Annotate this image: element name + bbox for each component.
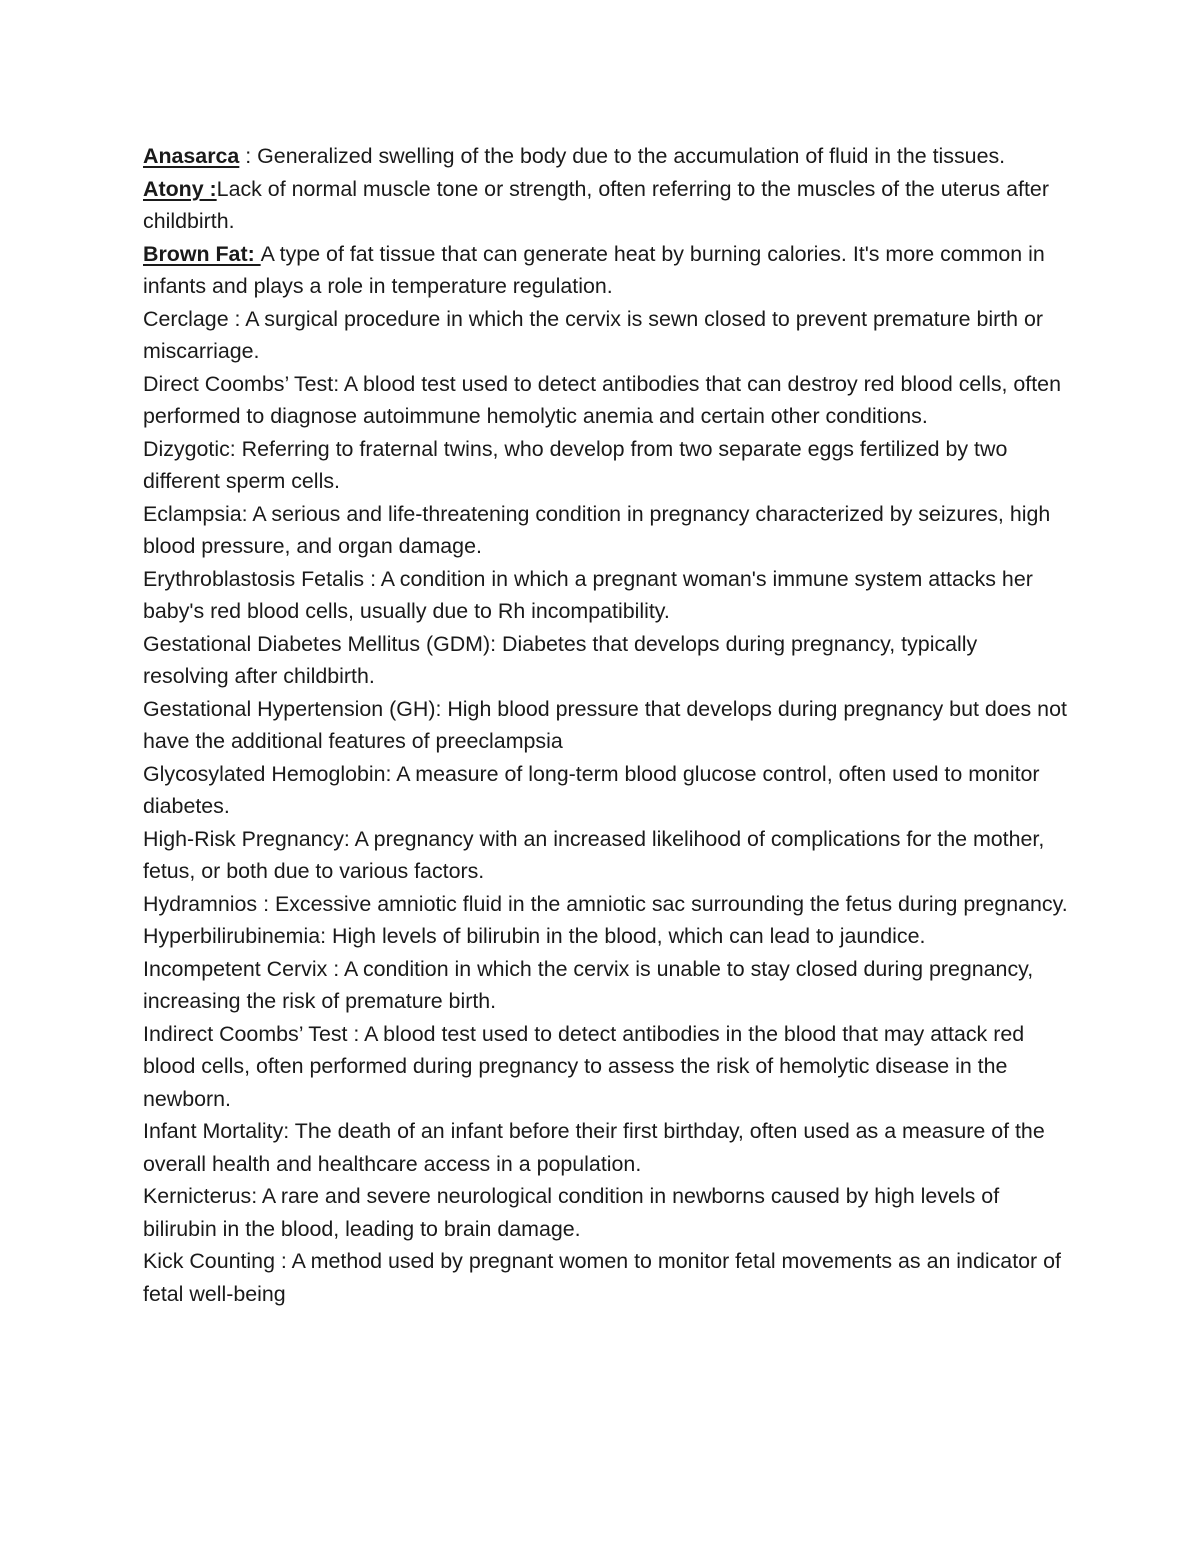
term-separator: : (385, 761, 397, 786)
term-separator: : (228, 306, 246, 331)
glossary-term: Atony : (143, 176, 217, 201)
glossary-entry (143, 628, 1068, 693)
glossary-entry (143, 140, 1068, 173)
glossary-definition: Excessive amniotic fluid in the amniotic sac surrounding the fetus during pregnancy. (274, 891, 1068, 916)
glossary-entry (143, 693, 1068, 758)
glossary-entry (143, 238, 1068, 303)
term-separator: : (327, 956, 344, 981)
glossary-entry (143, 563, 1068, 628)
glossary-term: Glycosylated Hemoglobin (143, 761, 386, 786)
glossary-entry (143, 920, 1068, 953)
term-separator: : (251, 1184, 262, 1208)
glossary-term: Hydramnios (143, 891, 258, 916)
glossary-definition: A method used by pregnant women to monitor fetal movements as an indicator of fetal well-being (143, 1249, 1061, 1306)
glossary-entry (143, 498, 1068, 563)
glossary-entry (143, 1180, 1068, 1245)
glossary-entry (143, 758, 1068, 823)
glossary-definition: A type of fat tissue that can generate heat by burning calories. It's more common in infants and plays a role in temperature regulation. (143, 241, 1045, 298)
term-separator: : (435, 696, 448, 721)
glossary-term: Kick Counting (143, 1249, 275, 1273)
glossary-definition: A measure of long-term blood glucose control, often used to monitor diabetes. (143, 761, 1040, 818)
term-separator: : (333, 371, 344, 396)
term-separator: : (257, 891, 275, 916)
glossary-term: Infant Mortality (143, 1119, 284, 1143)
glossary-definition: A rare and severe neurological condition in newborns caused by high levels of bilirubin in the blood, leading to brain damage. (143, 1184, 1000, 1241)
glossary-entry (143, 303, 1068, 368)
glossary-term: Erythroblastosis Fetalis (143, 566, 365, 591)
glossary-definition: High levels of bilirubin in the blood, which can lead to jaundice. (332, 924, 926, 948)
glossary-entry (143, 823, 1068, 888)
glossary-term: Gestational Diabetes Mellitus (GDM) (143, 631, 491, 656)
glossary-term: Indirect Coombs’ Test (143, 1021, 348, 1046)
glossary-term: High-Risk Pregnancy (143, 826, 344, 851)
term-separator: : (364, 566, 381, 591)
glossary-term: Eclampsia (143, 501, 242, 526)
glossary-entry (143, 368, 1068, 433)
glossary-definition: Generalized swelling of the body due to the accumulation of fluid in the tissues. (257, 144, 1006, 168)
glossary-term: Brown Fat: (143, 241, 261, 266)
glossary-definition: Referring to fraternal twins, who develop from two separate eggs fertilized by two different sperm cells. (143, 436, 1008, 493)
glossary-definition: A surgical procedure in which the cervix is sewn closed to prevent premature birth or miscarriage. (143, 306, 1044, 363)
term-separator: : (347, 1021, 365, 1046)
glossary-definition: A blood test used to detect antibodies in the blood that may attack red blood cells, often performed during pregnancy to assess the risk of hemolytic disease in the newborn. (143, 1021, 1025, 1111)
glossary-definition: Lack of normal muscle tone or strength, often referring to the muscles of the uterus after childbirth. (143, 176, 1049, 233)
glossary-entry (143, 433, 1068, 498)
glossary-definition: A blood test used to detect antibodies that can destroy red blood cells, often performed to diagnose autoimmune hemolytic anemia and certain other conditions. (143, 371, 1061, 428)
glossary-entry (143, 1018, 1068, 1116)
glossary-term: Dizygotic (143, 436, 230, 461)
glossary-term: Cerclage (143, 306, 229, 331)
glossary-definition: A pregnancy with an increased likelihood of complications for the mother, fetus, or both due to various factors. (143, 826, 1045, 883)
glossary-definition: High blood pressure that develops during pregnancy but does not have the additional features of preeclampsia (143, 696, 1067, 753)
glossary-definition: A condition in which a pregnant woman's immune system attacks her baby's red blood cells, usually due to Rh incompatibility. (143, 566, 1033, 623)
glossary-entry (143, 173, 1068, 238)
glossary-definition: A condition in which the cervix is unable to stay closed during pregnancy, increasing the risk of premature birth. (143, 956, 1034, 1013)
term-separator: : (490, 631, 503, 656)
term-separator: : (343, 826, 355, 851)
glossary-term: Kernicterus (143, 1184, 252, 1208)
glossary-definition: The death of an infant before their first birthday, often used as a measure of the overall health and healthcare access in a population. (143, 1119, 1045, 1176)
glossary-term: Hyperbilirubinemia (143, 924, 321, 948)
term-separator: : (320, 924, 333, 948)
glossary-term: Gestational Hypertension (GH) (143, 696, 436, 721)
glossary-term: Incompetent Cervix (143, 956, 328, 981)
term-separator: : (229, 436, 242, 461)
glossary-definition: Diabetes that develops during pregnancy, typically resolving after childbirth. (143, 631, 978, 688)
glossary-entry (143, 953, 1068, 1018)
glossary-entry (143, 1115, 1068, 1180)
glossary-entry (143, 888, 1068, 921)
term-separator: : (241, 501, 253, 526)
term-separator: : (283, 1119, 295, 1143)
glossary-definition: A serious and life-threatening condition in pregnancy characterized by seizures, high blood pressure, and organ damage. (143, 501, 1051, 558)
glossary-term: Direct Coombs’ Test (143, 371, 334, 396)
term-separator: : (274, 1249, 292, 1273)
term-separator: : (239, 144, 258, 168)
glossary-entry (143, 1245, 1068, 1310)
glossary-term: Anasarca (143, 144, 240, 168)
glossary-list (143, 140, 1068, 1310)
